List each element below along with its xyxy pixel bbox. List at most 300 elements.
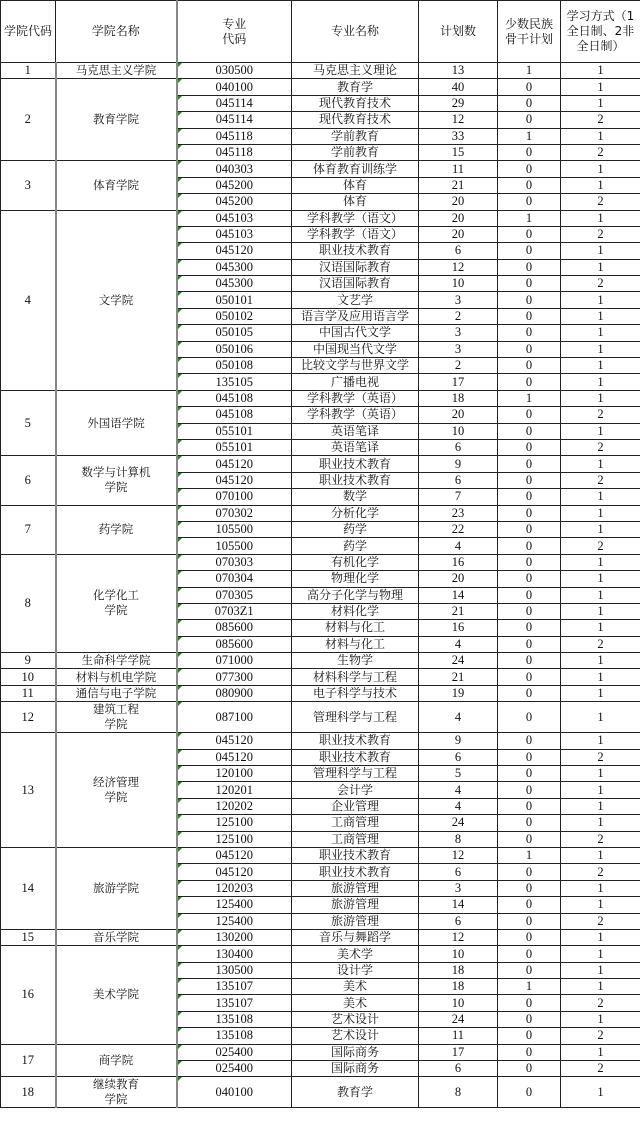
- college-name-cell: [56, 685, 177, 701]
- college-code-cell: 4: [1, 210, 56, 390]
- major-code-cell: 045120: [177, 847, 292, 863]
- minority-plan-cell: 0: [498, 946, 561, 962]
- plan-count-cell: 3: [419, 325, 498, 341]
- minority-plan-cell: 0: [498, 702, 561, 733]
- study-mode-cell: 1: [561, 766, 640, 782]
- minority-plan-cell: 0: [498, 423, 561, 439]
- major-name-cell: 材料科学与工程: [292, 669, 419, 685]
- minority-plan-cell: 1: [498, 128, 561, 144]
- major-name-cell: 旅游管理: [292, 913, 419, 929]
- study-mode-cell: 1: [561, 897, 640, 913]
- table-row: [1, 554, 640, 570]
- study-mode-cell: 1: [561, 1011, 640, 1027]
- major-code-cell: 040100: [177, 1077, 292, 1108]
- plan-count-cell: 5: [419, 766, 498, 782]
- college-name-line1: 通信与电子学院: [75, 686, 157, 701]
- plan-count-cell: 8: [419, 831, 498, 847]
- header-major-name-label: 专业名称: [330, 24, 379, 38]
- minority-plan-cell: 0: [498, 831, 561, 847]
- college-name-cell: [56, 847, 177, 929]
- plan-count-cell: 14: [419, 897, 498, 913]
- plan-count-cell: 23: [419, 505, 498, 521]
- study-mode-cell: 2: [561, 913, 640, 929]
- college-name-line1: 体育学院: [93, 177, 139, 192]
- college-name-line1: 数学与计算机: [81, 465, 151, 480]
- study-mode-cell: 2: [561, 636, 640, 652]
- plan-count-cell: 19: [419, 685, 498, 701]
- plan-count-cell: 15: [419, 144, 498, 160]
- minority-plan-cell: 0: [498, 439, 561, 455]
- study-mode-cell: 2: [561, 1028, 640, 1044]
- major-name-cell: 艺术设计: [292, 1011, 419, 1027]
- header-minority-line2: 骨干计划: [504, 31, 553, 46]
- major-name-cell: 职业技术教育: [292, 472, 419, 488]
- major-code-cell: 087100: [177, 702, 292, 733]
- major-code-cell: 045118: [177, 128, 292, 144]
- college-code-cell: 1: [1, 63, 56, 79]
- major-code-cell: 120201: [177, 782, 292, 798]
- plan-count-cell: 12: [419, 929, 498, 945]
- header-major-code: [177, 1, 292, 63]
- major-name-cell: 音乐与舞蹈学: [292, 929, 419, 945]
- major-code-cell: 085600: [177, 620, 292, 636]
- major-name-cell: 高分子化学与物理: [292, 587, 419, 603]
- study-mode-cell: 1: [561, 128, 640, 144]
- major-name-cell: 汉语国际教育: [292, 259, 419, 275]
- study-mode-cell: 1: [561, 63, 640, 79]
- plan-count-cell: 13: [419, 63, 498, 79]
- header-college-code-label: 学院代码: [3, 24, 52, 38]
- study-mode-cell: 1: [561, 341, 640, 357]
- study-mode-cell: 1: [561, 390, 640, 406]
- major-code-cell: 045120: [177, 749, 292, 765]
- header-plan-count-label: 计划数: [439, 24, 476, 38]
- plan-count-cell: 29: [419, 95, 498, 111]
- major-name-cell: 学科教学（英语）: [292, 407, 419, 423]
- college-name-cell: [56, 669, 177, 685]
- major-code-cell: 045120: [177, 456, 292, 472]
- study-mode-cell: 1: [561, 847, 640, 863]
- header-college-name: [56, 1, 177, 63]
- college-code-cell: 16: [1, 946, 56, 1044]
- major-code-cell: 070302: [177, 505, 292, 521]
- plan-count-cell: 24: [419, 815, 498, 831]
- major-code-cell: 050101: [177, 292, 292, 308]
- college-name-line1: 继续教育: [93, 1077, 139, 1092]
- study-mode-cell: 1: [561, 489, 640, 505]
- college-code-cell: 3: [1, 161, 56, 210]
- minority-plan-cell: 0: [498, 538, 561, 554]
- minority-plan-cell: 0: [498, 620, 561, 636]
- major-name-cell: 美术: [292, 995, 419, 1011]
- plan-count-cell: 21: [419, 603, 498, 619]
- major-code-cell: 135108: [177, 1028, 292, 1044]
- header-study-mode-line3: 全日制）: [576, 39, 625, 53]
- major-code-cell: 045103: [177, 226, 292, 242]
- college-code-cell: 11: [1, 685, 56, 701]
- study-mode-cell: 1: [561, 603, 640, 619]
- header-major-code-line1: 专业: [222, 16, 247, 31]
- major-name-cell: 职业技术教育: [292, 749, 419, 765]
- study-mode-cell: 1: [561, 798, 640, 814]
- study-mode-cell: 1: [561, 292, 640, 308]
- study-mode-cell: 2: [561, 226, 640, 242]
- college-name-line1: 美术学院: [93, 987, 139, 1002]
- major-code-cell: 125100: [177, 831, 292, 847]
- major-name-cell: 会计学: [292, 782, 419, 798]
- study-mode-cell: 1: [561, 962, 640, 978]
- college-code-cell: 9: [1, 653, 56, 669]
- major-code-cell: 045114: [177, 112, 292, 128]
- table-row: [1, 685, 640, 701]
- major-code-cell: 070303: [177, 554, 292, 570]
- minority-plan-cell: 0: [498, 374, 561, 390]
- study-mode-cell: 1: [561, 669, 640, 685]
- minority-plan-cell: 0: [498, 1011, 561, 1027]
- plan-count-cell: 9: [419, 733, 498, 749]
- college-name-cell: [56, 63, 177, 79]
- minority-plan-cell: 0: [498, 456, 561, 472]
- college-code-cell: 13: [1, 733, 56, 848]
- plan-count-cell: 4: [419, 702, 498, 733]
- study-mode-cell: 1: [561, 815, 640, 831]
- plan-count-cell: 20: [419, 210, 498, 226]
- major-code-cell: 130500: [177, 962, 292, 978]
- study-mode-cell: 1: [561, 243, 640, 259]
- minority-plan-cell: 0: [498, 194, 561, 210]
- plan-count-cell: 24: [419, 653, 498, 669]
- minority-plan-cell: 0: [498, 341, 561, 357]
- study-mode-cell: 1: [561, 880, 640, 896]
- table-row: [1, 702, 640, 733]
- college-name-line2: 学院: [104, 790, 128, 805]
- study-mode-cell: 1: [561, 423, 640, 439]
- plan-count-cell: 3: [419, 292, 498, 308]
- major-code-cell: 045200: [177, 194, 292, 210]
- header-college-code: [1, 1, 56, 63]
- major-name-cell: 比较文学与世界文学: [292, 358, 419, 374]
- plan-count-cell: 12: [419, 259, 498, 275]
- major-code-cell: 045103: [177, 210, 292, 226]
- table-row: [1, 505, 640, 521]
- study-mode-cell: 1: [561, 210, 640, 226]
- study-mode-cell: 2: [561, 144, 640, 160]
- major-name-cell: 学前教育: [292, 128, 419, 144]
- study-mode-cell: 2: [561, 864, 640, 880]
- major-name-cell: 英语笔译: [292, 423, 419, 439]
- minority-plan-cell: 0: [498, 472, 561, 488]
- study-mode-cell: 1: [561, 456, 640, 472]
- major-code-cell: 040100: [177, 79, 292, 95]
- table-row: [1, 733, 640, 749]
- major-name-cell: 中国古代文学: [292, 325, 419, 341]
- major-name-cell: 药学: [292, 538, 419, 554]
- plan-count-cell: 17: [419, 1044, 498, 1060]
- major-code-cell: 025400: [177, 1044, 292, 1060]
- plan-count-cell: 11: [419, 161, 498, 177]
- college-name-line1: 音乐学院: [93, 930, 139, 945]
- table-row: [1, 390, 640, 406]
- minority-plan-cell: 0: [498, 571, 561, 587]
- table-row: [1, 946, 640, 962]
- plan-count-cell: 12: [419, 847, 498, 863]
- study-mode-cell: 1: [561, 1077, 640, 1108]
- study-mode-cell: 1: [561, 653, 640, 669]
- college-code-cell: 18: [1, 1077, 56, 1108]
- major-code-cell: 045120: [177, 243, 292, 259]
- table-body: [1, 63, 640, 1108]
- college-name-cell: [56, 505, 177, 554]
- major-name-cell: 学科教学（英语）: [292, 390, 419, 406]
- major-code-cell: 125400: [177, 897, 292, 913]
- header-study-mode: [561, 1, 640, 63]
- minority-plan-cell: 0: [498, 259, 561, 275]
- major-name-cell: 工商管理: [292, 831, 419, 847]
- major-code-cell: 045300: [177, 276, 292, 292]
- plan-count-cell: 6: [419, 243, 498, 259]
- minority-plan-cell: 0: [498, 766, 561, 782]
- college-name-cell: [56, 929, 177, 945]
- college-code-cell: 17: [1, 1044, 56, 1077]
- college-code-cell: 10: [1, 669, 56, 685]
- minority-plan-cell: 0: [498, 929, 561, 945]
- study-mode-cell: 2: [561, 995, 640, 1011]
- major-name-cell: 学前教育: [292, 144, 419, 160]
- major-code-cell: 045108: [177, 390, 292, 406]
- plan-count-cell: 21: [419, 177, 498, 193]
- major-name-cell: 药学: [292, 521, 419, 537]
- major-name-cell: 职业技术教育: [292, 456, 419, 472]
- major-code-cell: 120203: [177, 880, 292, 896]
- major-name-cell: 管理科学与工程: [292, 702, 419, 733]
- major-name-cell: 旅游管理: [292, 897, 419, 913]
- plan-count-cell: 10: [419, 276, 498, 292]
- major-name-cell: 体育: [292, 177, 419, 193]
- minority-plan-cell: 0: [498, 112, 561, 128]
- plan-count-cell: 11: [419, 1028, 498, 1044]
- study-mode-cell: 1: [561, 79, 640, 95]
- plan-count-cell: 4: [419, 798, 498, 814]
- college-name-line1: 药学院: [98, 522, 134, 537]
- study-mode-cell: 2: [561, 749, 640, 765]
- college-name-line2: 学院: [104, 717, 128, 732]
- major-name-cell: 管理科学与工程: [292, 766, 419, 782]
- major-name-cell: 职业技术教育: [292, 733, 419, 749]
- college-name-cell: [56, 653, 177, 669]
- college-code-cell: 6: [1, 456, 56, 505]
- minority-plan-cell: 0: [498, 554, 561, 570]
- plan-count-cell: 6: [419, 749, 498, 765]
- college-code-cell: 7: [1, 505, 56, 554]
- plan-count-cell: 8: [419, 1077, 498, 1108]
- major-name-cell: 有机化学: [292, 554, 419, 570]
- minority-plan-cell: 0: [498, 407, 561, 423]
- minority-plan-cell: 1: [498, 210, 561, 226]
- study-mode-cell: 1: [561, 521, 640, 537]
- major-code-cell: 070100: [177, 489, 292, 505]
- major-code-cell: 050108: [177, 358, 292, 374]
- minority-plan-cell: 0: [498, 161, 561, 177]
- major-code-cell: 045108: [177, 407, 292, 423]
- minority-plan-cell: 0: [498, 897, 561, 913]
- study-mode-cell: 2: [561, 831, 640, 847]
- major-code-cell: 045120: [177, 472, 292, 488]
- major-code-cell: 130400: [177, 946, 292, 962]
- study-mode-cell: 1: [561, 620, 640, 636]
- major-name-cell: 现代教育技术: [292, 112, 419, 128]
- major-code-cell: 071000: [177, 653, 292, 669]
- major-code-cell: 045118: [177, 144, 292, 160]
- study-mode-cell: 2: [561, 112, 640, 128]
- minority-plan-cell: 0: [498, 521, 561, 537]
- major-code-cell: 077300: [177, 669, 292, 685]
- major-name-cell: 语言学及应用语言学: [292, 308, 419, 324]
- major-code-cell: 055101: [177, 439, 292, 455]
- major-code-cell: 050102: [177, 308, 292, 324]
- plan-count-cell: 3: [419, 880, 498, 896]
- minority-plan-cell: 0: [498, 95, 561, 111]
- plan-count-cell: 17: [419, 374, 498, 390]
- college-name-cell: [56, 1044, 177, 1077]
- plan-count-cell: 33: [419, 128, 498, 144]
- minority-plan-cell: 0: [498, 358, 561, 374]
- plan-count-cell: 20: [419, 194, 498, 210]
- major-code-cell: 125100: [177, 815, 292, 831]
- study-mode-cell: 1: [561, 259, 640, 275]
- major-name-cell: 旅游管理: [292, 880, 419, 896]
- major-name-cell: 中国现当代文学: [292, 341, 419, 357]
- major-code-cell: 040303: [177, 161, 292, 177]
- plan-count-cell: 3: [419, 341, 498, 357]
- minority-plan-cell: 0: [498, 733, 561, 749]
- major-name-cell: 电子科学与技术: [292, 685, 419, 701]
- major-code-cell: 045200: [177, 177, 292, 193]
- major-name-cell: 企业管理: [292, 798, 419, 814]
- major-name-cell: 职业技术教育: [292, 847, 419, 863]
- study-mode-cell: 1: [561, 929, 640, 945]
- study-mode-cell: 2: [561, 439, 640, 455]
- major-code-cell: 045300: [177, 259, 292, 275]
- college-name-line1: 建筑工程: [93, 702, 139, 717]
- minority-plan-cell: 0: [498, 782, 561, 798]
- major-code-cell: 030500: [177, 63, 292, 79]
- college-name-cell: [56, 1077, 177, 1108]
- major-name-cell: 生物学: [292, 653, 419, 669]
- minority-plan-cell: 0: [498, 636, 561, 652]
- study-mode-cell: 1: [561, 161, 640, 177]
- minority-plan-cell: 0: [498, 587, 561, 603]
- college-code-cell: 2: [1, 79, 56, 161]
- plan-count-cell: 22: [419, 521, 498, 537]
- plan-count-cell: 4: [419, 538, 498, 554]
- plan-count-cell: 40: [419, 79, 498, 95]
- header-plan-count: [419, 1, 498, 63]
- college-name-line1: 商学院: [98, 1053, 134, 1068]
- major-code-cell: 085600: [177, 636, 292, 652]
- minority-plan-cell: 0: [498, 226, 561, 242]
- plan-count-cell: 16: [419, 554, 498, 570]
- study-mode-cell: 2: [561, 407, 640, 423]
- header-major-code-line2: 代码: [222, 31, 247, 46]
- plan-count-cell: 2: [419, 308, 498, 324]
- major-code-cell: 135108: [177, 1011, 292, 1027]
- study-mode-cell: 1: [561, 505, 640, 521]
- major-name-cell: 材料与化工: [292, 636, 419, 652]
- minority-plan-cell: 0: [498, 276, 561, 292]
- study-mode-cell: 2: [561, 194, 640, 210]
- college-name-cell: [56, 390, 177, 456]
- major-name-cell: 设计学: [292, 962, 419, 978]
- minority-plan-cell: 1: [498, 847, 561, 863]
- minority-plan-cell: 0: [498, 880, 561, 896]
- college-name-cell: [56, 79, 177, 161]
- major-name-cell: 体育教育训练学: [292, 161, 419, 177]
- minority-plan-cell: 0: [498, 962, 561, 978]
- study-mode-cell: 1: [561, 374, 640, 390]
- minority-plan-cell: 0: [498, 653, 561, 669]
- major-code-cell: 105500: [177, 521, 292, 537]
- plan-count-cell: 10: [419, 423, 498, 439]
- college-name-cell: [56, 733, 177, 848]
- minority-plan-cell: 0: [498, 685, 561, 701]
- major-name-cell: 教育学: [292, 1077, 419, 1108]
- header-row: [1, 1, 640, 63]
- major-code-cell: 135105: [177, 374, 292, 390]
- minority-plan-cell: 0: [498, 144, 561, 160]
- plan-count-cell: 18: [419, 962, 498, 978]
- minority-plan-cell: 0: [498, 995, 561, 1011]
- study-mode-cell: 1: [561, 358, 640, 374]
- college-name-line1: 化学化工: [93, 588, 139, 603]
- major-name-cell: 现代教育技术: [292, 95, 419, 111]
- college-name-cell: [56, 161, 177, 210]
- minority-plan-cell: 0: [498, 177, 561, 193]
- plan-count-cell: 16: [419, 620, 498, 636]
- college-name-line1: 生命科学学院: [81, 653, 151, 668]
- header-college-name-label: 学院名称: [91, 24, 140, 38]
- college-name-cell: [56, 554, 177, 652]
- plan-count-cell: 6: [419, 472, 498, 488]
- major-code-cell: 130200: [177, 929, 292, 945]
- college-name-cell: [56, 456, 177, 505]
- minority-plan-cell: 0: [498, 815, 561, 831]
- table-row: [1, 847, 640, 863]
- major-name-cell: 职业技术教育: [292, 864, 419, 880]
- study-mode-cell: 1: [561, 782, 640, 798]
- minority-plan-cell: 1: [498, 63, 561, 79]
- plan-count-cell: 6: [419, 913, 498, 929]
- study-mode-cell: 1: [561, 177, 640, 193]
- study-mode-cell: 2: [561, 472, 640, 488]
- major-code-cell: 045114: [177, 95, 292, 111]
- major-name-cell: 英语笔译: [292, 439, 419, 455]
- plan-count-cell: 4: [419, 782, 498, 798]
- study-mode-cell: 1: [561, 946, 640, 962]
- major-name-cell: 艺术设计: [292, 1028, 419, 1044]
- minority-plan-cell: 0: [498, 1061, 561, 1077]
- major-code-cell: 0703Z1: [177, 603, 292, 619]
- header-major-name: [292, 1, 419, 63]
- major-code-cell: 120202: [177, 798, 292, 814]
- major-code-cell: 105500: [177, 538, 292, 554]
- header-study-mode-line2: 全日制、2非: [566, 24, 635, 38]
- major-name-cell: 体育: [292, 194, 419, 210]
- study-mode-cell: 2: [561, 1061, 640, 1077]
- major-name-cell: 物理化学: [292, 571, 419, 587]
- minority-plan-cell: 0: [498, 243, 561, 259]
- table-row: [1, 63, 640, 79]
- major-code-cell: 070304: [177, 571, 292, 587]
